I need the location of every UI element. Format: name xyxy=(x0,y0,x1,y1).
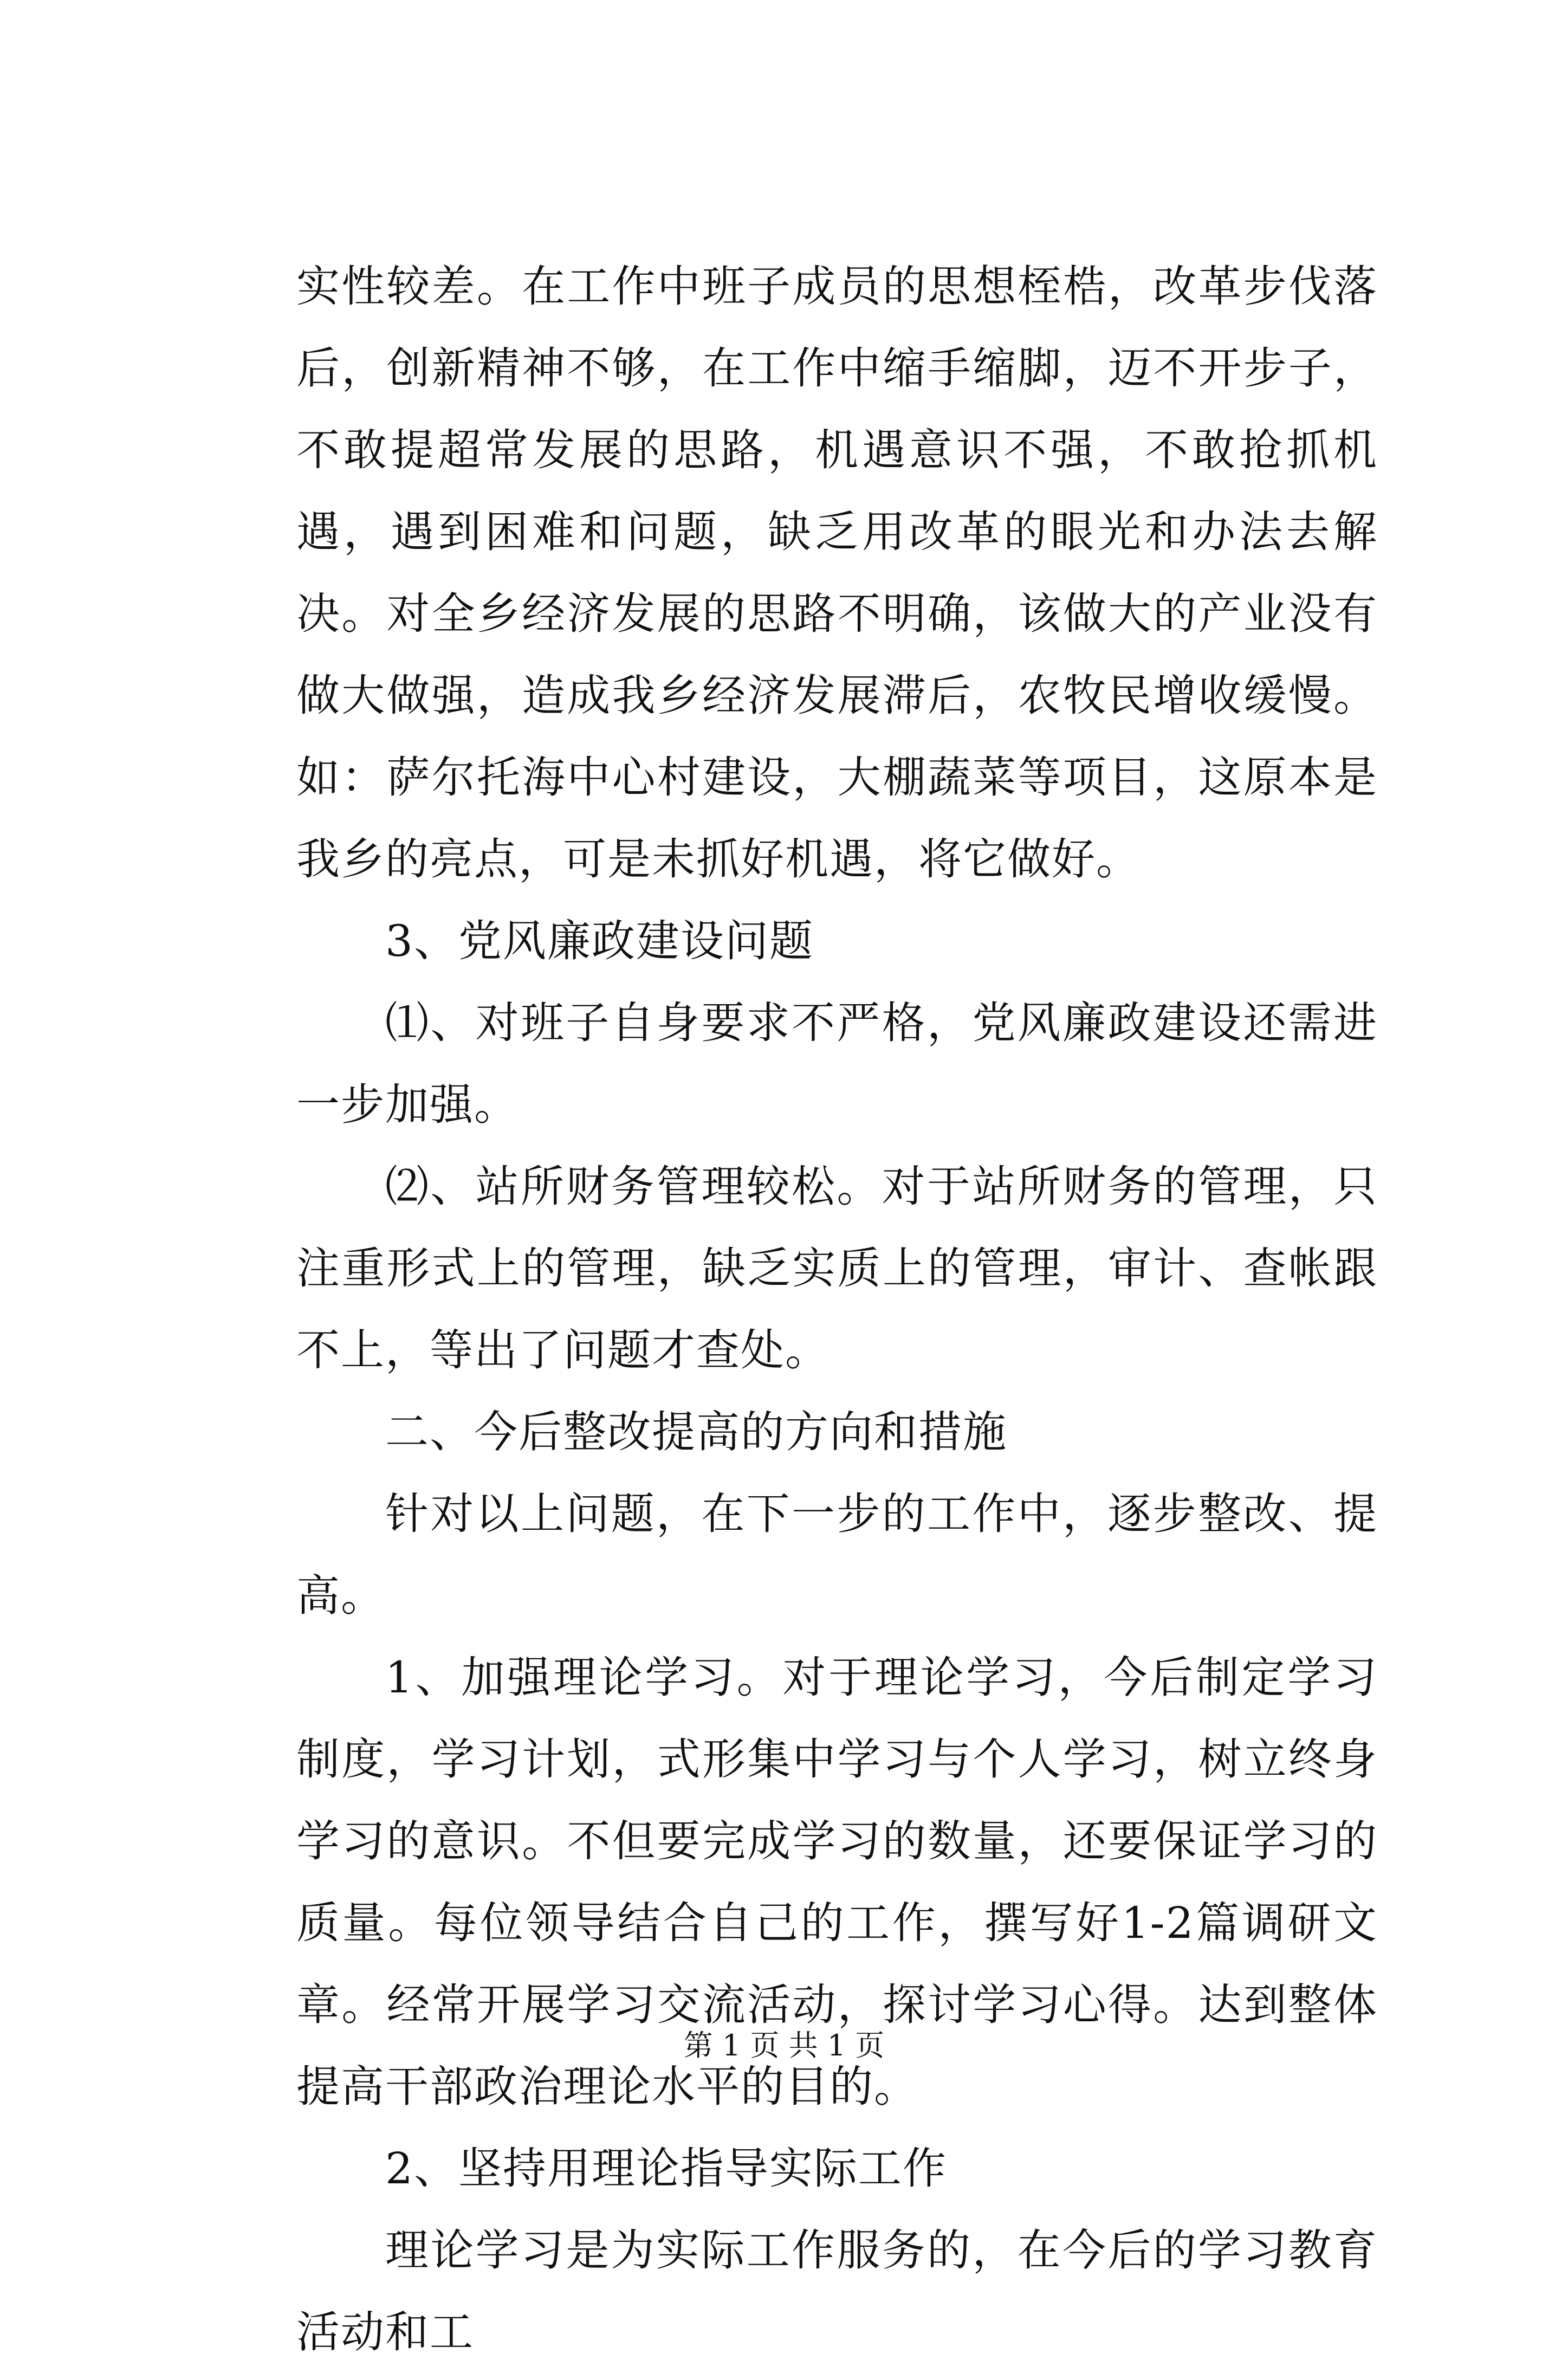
paragraph-2: 3、党风廉政建设问题 xyxy=(385,916,814,966)
paragraph-5: 二、今后整改提高的方向和措施 xyxy=(385,1407,1007,1457)
paragraph-9: 理论学习是为实际工作服务的，在今后的学习教育活动和工 xyxy=(296,2225,1378,2357)
paragraph-7: 1、加强理论学习。对于理论学习，今后制定学习制度，学习计划，式形集中学习与个人学习，树立终身学习的意识。不但要完成学习的数量，还要保证学习的质量。每位领导结合自己的工作，撰写好1-2篇调研文章。经常开展学习交流活动，探讨学习心得。达到整体提高干部政治理论水平的目的。 xyxy=(296,1652,1378,2112)
paragraph-3: ⑴、对班子自身要求不严格，党风廉政建设还需进一步加强。 xyxy=(296,998,1378,1130)
paragraph-6: 针对以上问题，在下一步的工作中，逐步整改、提高。 xyxy=(296,1489,1378,1621)
paragraph-1: 实性较差。在工作中班子成员的思想桎梏，改革步伐落后，创新精神不够，在工作中缩手缩脚，迈不开步子，不敢提超常发展的思路，机遇意识不强，不敢抢抓机遇，遇到困难和问题，缺乏用改革的眼光和办法去解决。对全乡经济发展的思路不明确，该做大的产业没有做大做强，造成我乡经济发展滞后，农牧民增收缓慢。如：萨尔托海中心村建设，大棚蔬菜等项目，这原本是我乡的亮点，可是未抓好机遇，将它做好。 xyxy=(296,261,1378,884)
paragraph-8: 2、坚持用理论指导实际工作 xyxy=(385,2143,947,2194)
paragraph-4: ⑵、站所财务管理较松。对于站所财务的管理，只注重形式上的管理，缺乏实质上的管理，审计、查帐跟不上，等出了问题才查处。 xyxy=(296,1161,1378,1375)
page-footer: 第 1 页 共 1 页 xyxy=(683,2028,885,2062)
